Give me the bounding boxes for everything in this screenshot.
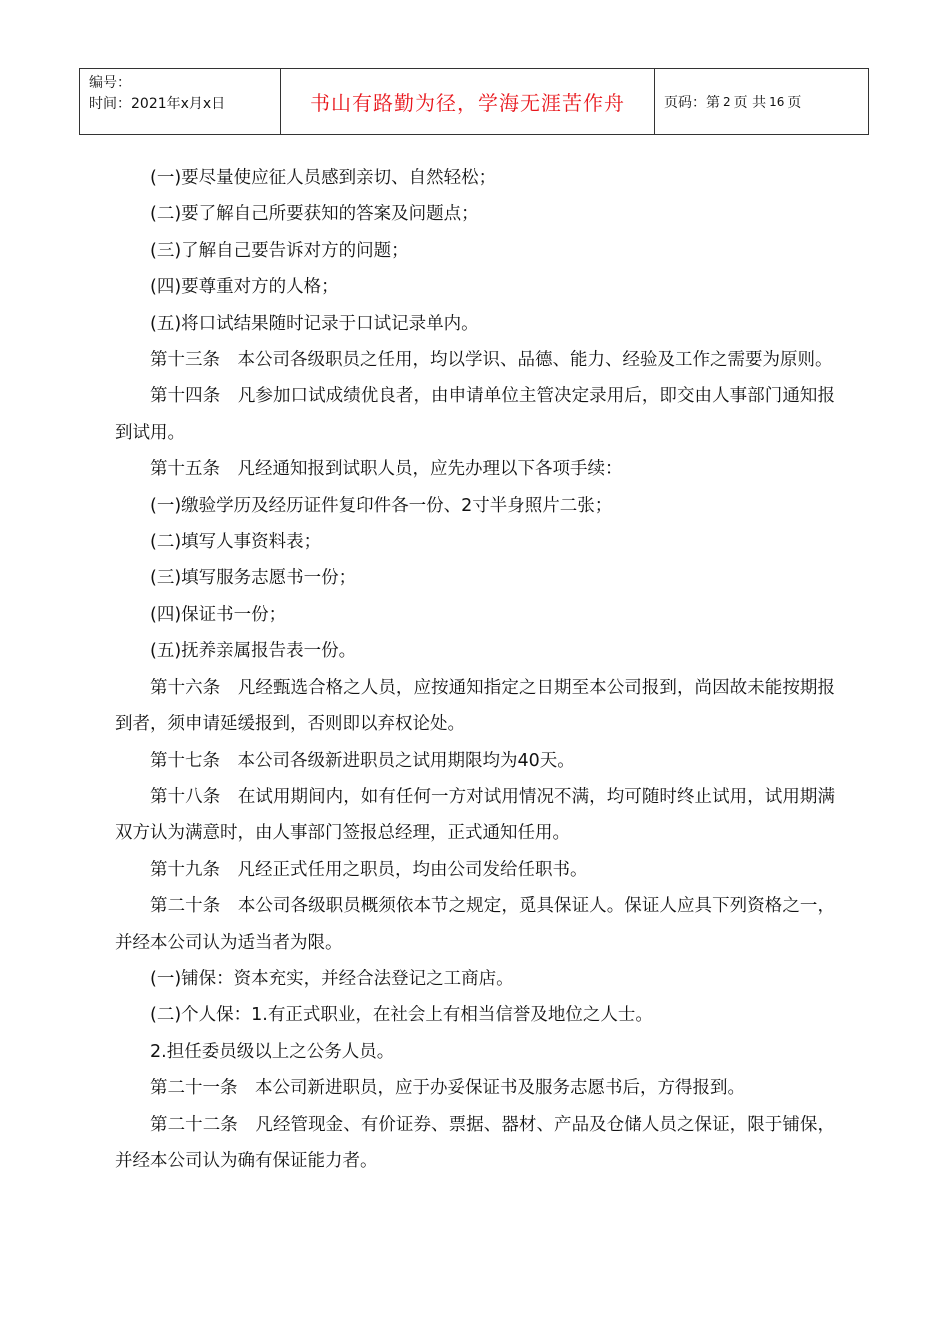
paragraph: (一)铺保：资本充实，并经合法登记之工商店。 bbox=[150, 968, 514, 989]
page-mid: 页 共 bbox=[733, 94, 767, 111]
document-time-label: 时间：2021年x月x日 bbox=[89, 96, 226, 112]
article-22: 第二十二条 凡经管现金、有价证券、票据、器材、产品及仓储人员之保证，限于铺保，并经本公司认为确有保证能力者。 bbox=[115, 1114, 835, 1171]
article-21: 第二十一条 本公司新进职员，应于办妥保证书及服务志愿书后，方得报到。 bbox=[150, 1078, 745, 1099]
article-18: 第十八条 在试用期间内，如有任何一方对试用情况不满，均可随时终止试用，试用期满双方认为满意时，由人事部门签报总经理，正式通知任用。 bbox=[115, 786, 835, 844]
paragraph: (五)将口试结果随时记录于口试记录单内。 bbox=[150, 313, 479, 334]
article-17: 第十七条 本公司各级新进职员之试用期限均为40天。 bbox=[150, 750, 575, 771]
paragraph: 2.担任委员级以上之公务人员。 bbox=[150, 1041, 395, 1062]
article-15: 第十五条 凡经通知报到试职人员，应先办理以下各项手续： bbox=[150, 459, 623, 480]
paragraph: (二)个人保：1.有正式职业，在社会上有相当信誉及地位之人士。 bbox=[150, 1005, 653, 1026]
paragraph: (一)要尽量使应征人员感到亲切、自然轻松； bbox=[150, 168, 497, 188]
document-body bbox=[115, 160, 835, 1179]
page-total: 16 bbox=[769, 94, 785, 109]
page-indicator bbox=[655, 69, 868, 134]
header-motto: 书山有路勤为径，学海无涯苦作舟 bbox=[281, 69, 655, 134]
paragraph: (一)缴验学历及经历证件复印件各一份、2寸半身照片二张； bbox=[150, 495, 613, 516]
paragraph: (三)填写服务志愿书一份； bbox=[150, 568, 357, 589]
article-19: 第十九条 凡经正式任用之职员，均由公司发给任职书。 bbox=[150, 859, 588, 880]
page-current: 2 bbox=[723, 94, 731, 109]
paragraph: (二)要了解自己所要获知的答案及问题点； bbox=[150, 204, 479, 225]
paragraph: (二)填写人事资料表； bbox=[150, 532, 322, 553]
paragraph: (四)保证书一份； bbox=[150, 604, 287, 625]
article-14: 第十四条 凡参加口试成绩优良者，由申请单位主管决定录用后，即交由人事部门通知报到试用。 bbox=[115, 386, 835, 443]
page-prefix: 页码：第 bbox=[664, 94, 720, 111]
article-16: 第十六条 凡经甄选合格之人员，应按通知指定之日期至本公司报到，尚因故未能按期报到者，须申请延缓报到，否则即以弃权论处。 bbox=[115, 677, 835, 735]
page-suffix: 页 bbox=[787, 94, 802, 111]
document-header bbox=[79, 68, 869, 135]
article-20: 第二十条 本公司各级职员概须依本节之规定，觅具保证人。保证人应具下列资格之一，并经本公司认为适当者为限。 bbox=[115, 896, 835, 953]
paragraph: (五)抚养亲属报告表一份。 bbox=[150, 641, 357, 662]
document-number-label: 编号： bbox=[89, 75, 131, 91]
article-13: 第十三条 本公司各级职员之任用，均以学识、品德、能力、经验及工作之需要为原则。 bbox=[150, 350, 833, 371]
paragraph: (四)要尊重对方的人格； bbox=[150, 277, 339, 298]
header-info-cell bbox=[80, 69, 281, 134]
paragraph: (三)了解自己要告诉对方的问题； bbox=[150, 240, 409, 261]
